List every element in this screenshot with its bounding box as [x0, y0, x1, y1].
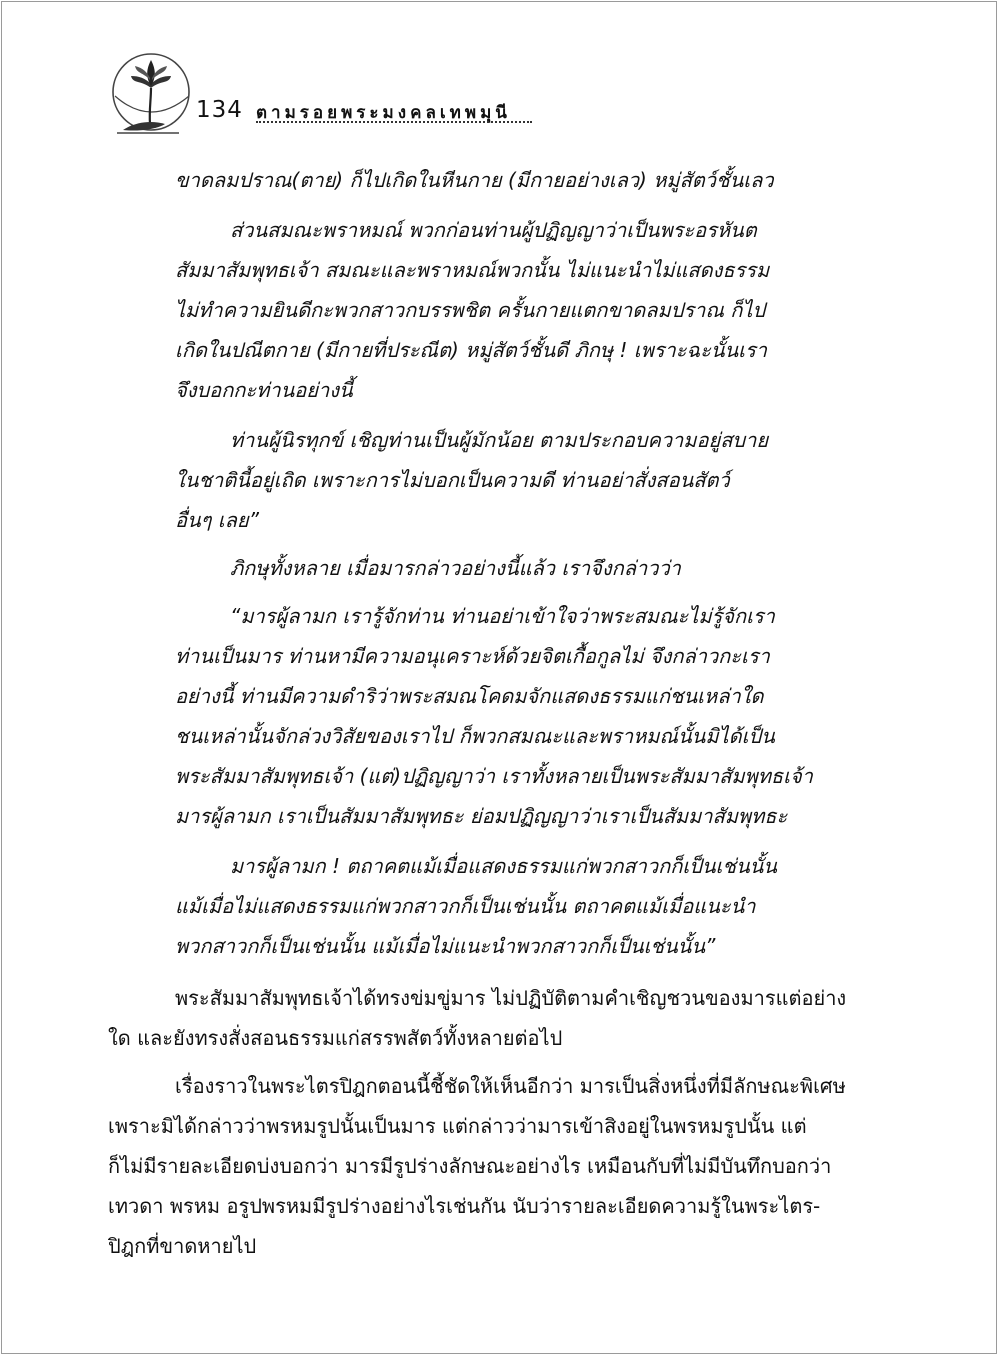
text-line: ส่วนสมณะพราหมณ์ พวกก่อนท่านผู้ปฏิญญาว่าเป็นพระอรหันต: [230, 218, 757, 242]
text-line: มารผู้ลามก เราเป็นสัมมาสัมพุทธะ ย่อมปฏิญญาว่าเราเป็นสัมมาสัมพุทธะ: [175, 804, 788, 828]
text-line: ในชาตินี้อยู่เถิด เพราะการไม่บอกเป็นความดี ท่านอย่าสั่งสอนสัตว์: [175, 468, 730, 492]
paragraph-4: [175, 548, 815, 588]
running-title: ตามรอยพระมงคลเทพมุนี: [256, 103, 511, 123]
text-line: ไม่ทำความยินดีกะพวกสาวกบรรพชิต ครั้นกายแตกขาดลมปราณ ก็ไป: [175, 298, 766, 322]
text-line: อย่างนี้ ท่านมีความดำริว่าพระสมณโคดมจักแสดงธรรมแก่ชนเหล่าใด: [175, 684, 764, 708]
text-line: เพราะมิได้กล่าวว่าพรหมรูปนั้นเป็นมาร แต่กล่าวว่ามารเข้าสิงอยู่ในพรหมรูปนั้น แต่: [108, 1114, 807, 1138]
text-line: พวกสาวกก็เป็นเช่นนั้น แม้เมื่อไม่แนะนำพวกสาวกก็เป็นเช่นนั้น”: [175, 934, 716, 958]
text-line: ชนเหล่านั้นจักล่วงวิสัยของเราไป ก็พวกสมณะและพราหมณ์นั้นมิได้เป็น: [175, 724, 775, 748]
title-dotted-underline: [256, 121, 532, 123]
text-line: “มารผู้ลามก เรารู้จักท่าน ท่านอย่าเข้าใจว่าพระสมณะไม่รู้จักเรา: [230, 604, 775, 628]
paragraph-8: [108, 1066, 868, 1266]
text-line: ภิกษุทั้งหลาย เมื่อมารกล่าวอย่างนี้แล้ว เราจึงกล่าวว่า: [230, 556, 681, 580]
paragraph-2: [175, 210, 815, 410]
text-line: ท่านผู้นิรทุกข์ เชิญท่านเป็นผู้มักน้อย ตามประกอบความอยู่สบาย: [230, 428, 769, 452]
paragraph-6: [175, 846, 815, 966]
text-line: ขาดลมปราณ(ตาย) ก็ไปเกิดในหีนกาย (มีกายอย่างเลว) หมู่สัตว์ชั้นเลว: [175, 168, 774, 192]
text-line: แม้เมื่อไม่แสดงธรรมแก่พวกสาวกก็เป็นเช่นนั้น ตถาคตแม้เมื่อแนะนำ: [175, 894, 756, 918]
text-line: มารผู้ลามก ! ตถาคตแม้เมื่อแสดงธรรมแก่พวกสาวกก็เป็นเช่นนั้น: [230, 854, 777, 878]
text-line: ก็ไม่มีรายละเอียดบ่งบอกว่า มารมีรูปร่างลักษณะอย่างไร เหมือนกับที่ไม่มีบันทึกบอกว่า: [108, 1154, 832, 1178]
lotus-emblem-icon: [103, 40, 195, 138]
text-line: สัมมาสัมพุทธเจ้า สมณะและพราหมณ์พวกนั้น ไม่แนะนำไม่แสดงธรรม: [175, 258, 770, 282]
text-line: จึงบอกกะท่านอย่างนี้: [175, 378, 353, 402]
paragraph-5: [175, 596, 815, 836]
text-line: พระสัมมาสัมพุทธเจ้า (แต่)ปฏิญญาว่า เราทั้งหลายเป็นพระสัมมาสัมพุทธเจ้า: [175, 764, 813, 788]
text-line: ปิฎกที่ขาดหายไป: [108, 1234, 257, 1258]
text-line: อื่นๆ เลย”: [175, 508, 259, 532]
paragraph-3: [175, 420, 815, 540]
text-line: ใด และยังทรงสั่งสอนธรรมแก่สรรพสัตว์ทั้งหลายต่อไป: [108, 1026, 563, 1050]
page-number: 134: [196, 97, 243, 123]
text-line: เรื่องราวในพระไตรปิฎกตอนนี้ชี้ชัดให้เห็นอีกว่า มารเป็นสิ่งหนึ่งที่มีลักษณะพิเศษ: [175, 1074, 846, 1098]
text-line: เทวดา พรหม อรูปพรหมมีรูปร่างอย่างไรเช่นกัน นับว่ารายละเอียดความรู้ในพระไตร-: [108, 1194, 821, 1218]
paragraph-1: [175, 160, 815, 200]
text-line: พระสัมมาสัมพุทธเจ้าได้ทรงข่มขู่มาร ไม่ปฏิบัติตามคำเชิญชวนของมารแต่อย่าง: [175, 986, 847, 1010]
text-line: เกิดในปณีตกาย (มีกายที่ประณีต) หมู่สัตว์ชั้นดี ภิกษุ ! เพราะฉะนั้นเรา: [175, 338, 767, 362]
paragraph-7: [108, 978, 868, 1058]
text-line: ท่านเป็นมาร ท่านหามีความอนุเคราะห์ด้วยจิตเกื้อกูลไม่ จึงกล่าวกะเรา: [175, 644, 770, 668]
